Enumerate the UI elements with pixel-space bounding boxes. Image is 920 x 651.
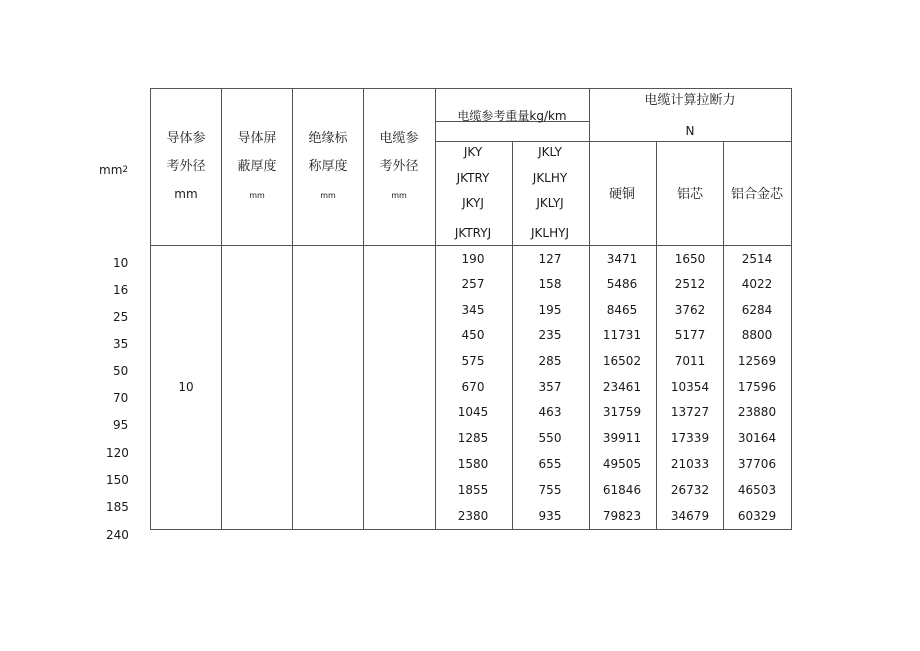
header-conductor-diameter-line2: 考外径 xyxy=(166,159,206,174)
header-force-aluminum-alloy: 铝合金芯 xyxy=(730,187,784,202)
header-cable-diameter-line1: 电缆参 xyxy=(379,131,419,146)
force-cell: 11731 xyxy=(602,328,642,342)
weight-cell: 190 xyxy=(461,252,485,266)
force-cell: 23880 xyxy=(737,405,777,419)
force-cell: 61846 xyxy=(602,483,642,497)
header-conductor-diameter-line1: 导体参 xyxy=(166,131,206,146)
force-cell: 8800 xyxy=(741,328,773,342)
section-unit-main: mm xyxy=(99,163,123,177)
weight-cell: 1045 xyxy=(457,405,489,419)
table-left-border xyxy=(150,88,151,530)
header-cable-diameter-line2: 考外径 xyxy=(379,159,419,174)
header-cable-diameter-unit: mm xyxy=(391,191,407,200)
conductor-diameter-value: 10 xyxy=(178,380,194,394)
col-divider-3 xyxy=(363,88,364,530)
section-label: 95 xyxy=(113,418,129,432)
force-cell: 8465 xyxy=(606,303,638,317)
section-unit-sup: 2 xyxy=(122,165,129,175)
force-cell: 79823 xyxy=(602,509,642,523)
col-divider-6 xyxy=(589,88,590,530)
force-cell: 6284 xyxy=(741,303,773,317)
force-cell: 7011 xyxy=(674,354,706,368)
header-conductor-screen-unit: mm xyxy=(249,191,265,200)
force-cell: 49505 xyxy=(602,457,642,471)
weight-cell: 463 xyxy=(538,405,562,419)
section-label: 35 xyxy=(113,337,129,351)
force-cell: 3471 xyxy=(606,252,638,266)
header-force-hard-copper: 硬铜 xyxy=(608,187,636,202)
weight-cell: 1580 xyxy=(457,457,489,471)
section-label: 10 xyxy=(113,256,129,270)
col-divider-2 xyxy=(292,88,293,530)
header-insulation-thickness-line2: 称厚度 xyxy=(308,159,348,174)
force-cell: 3762 xyxy=(674,303,706,317)
header-weight-model: JKTRY xyxy=(456,171,490,185)
weight-cell: 285 xyxy=(538,354,562,368)
weight-cell: 655 xyxy=(538,457,562,471)
force-cell: 17596 xyxy=(737,380,777,394)
header-conductor-screen-line2: 蔽厚度 xyxy=(237,159,277,174)
col-divider-8 xyxy=(723,141,724,530)
header-weight-title: 电缆参考重量kg/km xyxy=(457,109,567,123)
header-conductor-diameter-unit: mm xyxy=(174,187,198,201)
header-force-title: 电缆计算拉断力 xyxy=(644,93,736,108)
col-divider-7 xyxy=(656,141,657,530)
weight-cell: 935 xyxy=(538,509,562,523)
force-cell: 2514 xyxy=(741,252,773,266)
header-insulation-thickness-unit: mm xyxy=(320,191,336,200)
force-cell: 46503 xyxy=(737,483,777,497)
weight-cell: 2380 xyxy=(457,509,489,523)
header-weight-model: JKLHY xyxy=(532,171,568,185)
force-cell: 60329 xyxy=(737,509,777,523)
weight-cell: 357 xyxy=(538,380,562,394)
header-bottom-border xyxy=(150,245,792,246)
force-cell: 26732 xyxy=(670,483,710,497)
weight-cell: 158 xyxy=(538,277,562,291)
weight-cell: 755 xyxy=(538,483,562,497)
force-cell: 12569 xyxy=(737,354,777,368)
force-cell: 37706 xyxy=(737,457,777,471)
section-label: 240 xyxy=(106,528,129,542)
force-cell: 5177 xyxy=(674,328,706,342)
force-cell: 17339 xyxy=(670,431,710,445)
header-conductor-screen-line1: 导体屏 xyxy=(237,131,277,146)
force-cell: 13727 xyxy=(670,405,710,419)
weight-cell: 575 xyxy=(461,354,485,368)
force-cell: 39911 xyxy=(602,431,642,445)
header-weight-model: JKTRYJ xyxy=(454,226,492,240)
force-cell: 34679 xyxy=(670,509,710,523)
subheader-divider xyxy=(435,141,792,142)
force-cell: 4022 xyxy=(741,277,773,291)
weight-cell: 345 xyxy=(461,303,485,317)
force-cell: 1650 xyxy=(674,252,706,266)
force-cell: 16502 xyxy=(602,354,642,368)
force-cell: 10354 xyxy=(670,380,710,394)
section-unit-label xyxy=(99,163,128,177)
section-label: 16 xyxy=(113,283,129,297)
header-force-aluminum: 铝芯 xyxy=(676,187,704,202)
col-divider-1 xyxy=(221,88,222,530)
header-weight-model: JKYJ xyxy=(462,196,484,210)
section-label: 185 xyxy=(106,500,129,514)
weight-cell: 127 xyxy=(538,252,562,266)
table-right-border xyxy=(791,88,792,530)
section-label: 70 xyxy=(113,391,129,405)
col-divider-4 xyxy=(435,88,436,530)
table-top-border xyxy=(150,88,792,89)
weight-cell: 550 xyxy=(538,431,562,445)
weight-cell: 195 xyxy=(538,303,562,317)
section-label: 150 xyxy=(106,473,129,487)
section-label: 50 xyxy=(113,364,129,378)
header-weight-model: JKY xyxy=(463,145,483,159)
force-cell: 23461 xyxy=(602,380,642,394)
table-bottom-border xyxy=(150,529,792,530)
force-cell: 31759 xyxy=(602,405,642,419)
weight-cell: 1285 xyxy=(457,431,489,445)
force-cell: 21033 xyxy=(670,457,710,471)
weight-cell: 257 xyxy=(461,277,485,291)
force-cell: 30164 xyxy=(737,431,777,445)
weight-cell: 235 xyxy=(538,328,562,342)
col-divider-5 xyxy=(512,141,513,530)
section-label: 120 xyxy=(106,446,129,460)
header-insulation-thickness-line1: 绝缘标 xyxy=(308,131,348,146)
header-weight-model: JKLYJ xyxy=(536,196,564,210)
force-cell: 2512 xyxy=(674,277,706,291)
section-label: 25 xyxy=(113,310,129,324)
header-weight-model: JKLY xyxy=(538,145,562,159)
header-force-unit: N xyxy=(685,124,695,138)
header-weight-model: JKLHYJ xyxy=(531,226,569,240)
weight-cell: 450 xyxy=(461,328,485,342)
weight-cell: 1855 xyxy=(457,483,489,497)
weight-cell: 670 xyxy=(461,380,485,394)
force-cell: 5486 xyxy=(606,277,638,291)
